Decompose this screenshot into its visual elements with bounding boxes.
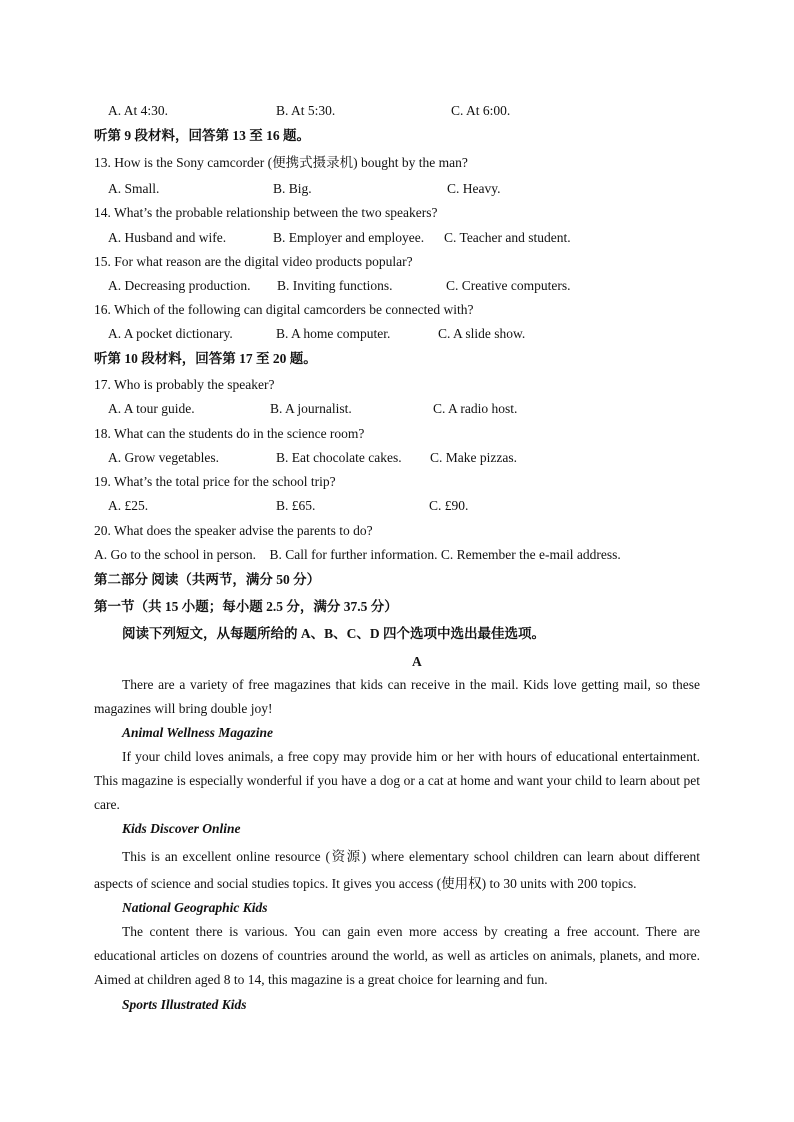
option-b: B. At 5:30. (276, 103, 336, 118)
option-a: A. A tour guide. (108, 401, 195, 416)
option-c: C. A slide show. (438, 326, 526, 341)
option-a: A. A pocket dictionary. (108, 326, 233, 341)
part2-heading: 第二部分 阅读（共两节，满分 50 分） (94, 572, 321, 587)
magazine-description: This is an excellent online resource (资源) where elementary school children can learn about different aspects of science and social studies topics. It gives you access (使用权) to 30 units with 200 topics. (94, 849, 700, 891)
q16-options (108, 325, 708, 343)
q15-stem: 15. For what reason are the digital video products popular? (94, 254, 413, 269)
option-c: C. Creative computers. (446, 278, 571, 293)
option-b: B. A journalist. (270, 401, 352, 416)
q19-options (108, 497, 708, 515)
magazine-title: Sports Illustrated Kids (122, 997, 247, 1012)
option-a: A. Small. (108, 181, 160, 196)
option-a: A. At 4:30. (108, 103, 169, 118)
option-c: C. Teacher and student. (444, 230, 571, 245)
option-c: C. £90. (429, 498, 469, 513)
section1-heading: 第一节（共 15 小题；每小题 2.5 分，满分 37.5 分） (94, 599, 398, 614)
q12-options (108, 102, 708, 120)
q14-options (108, 229, 708, 247)
option-b: B. £65. (276, 498, 316, 513)
option-c: C. Make pizzas. (430, 450, 517, 465)
option-a: A. Decreasing production. (108, 278, 251, 293)
option-a: A. Grow vegetables. (108, 450, 219, 465)
q16-stem: 16. Which of the following can digital camcorders be connected with? (94, 302, 474, 317)
q15-options (108, 277, 708, 295)
section10-heading: 听第 10 段材料，回答第 17 至 20 题。 (94, 351, 317, 366)
magazine-title: National Geographic Kids (122, 900, 268, 915)
option-b: B. A home computer. (276, 326, 391, 341)
q14-stem: 14. What’s the probable relationship between the two speakers? (94, 205, 438, 220)
reading-instruction: 阅读下列短文，从每题所给的 A、B、C、D 四个选项中选出最佳选项。 (122, 626, 546, 641)
q19-stem: 19. What’s the total price for the school trip? (94, 474, 336, 489)
section9-heading: 听第 9 段材料，回答第 13 至 16 题。 (94, 128, 310, 143)
q18-stem: 18. What can the students do in the science room? (94, 426, 365, 441)
option-b: B. Inviting functions. (277, 278, 393, 293)
q13-stem: 13. How is the Sony camcorder (便携式摄录机) bought by the man? (94, 155, 468, 170)
magazine-description: If your child loves animals, a free copy may provide him or her with hours of educational entertainment. This magazine is especially wonderful if you have a dog or a cat at home and want your child to learn about pet care. (94, 749, 700, 812)
option-a: A. £25. (108, 498, 149, 513)
option-c: C. A radio host. (433, 401, 518, 416)
q20-stem: 20. What does the speaker advise the parents to do? (94, 523, 373, 538)
option-b: B. Employer and employee. (273, 230, 425, 245)
option-b: B. Big. (273, 181, 312, 196)
passage-intro: There are a variety of free magazines that kids can receive in the mail. Kids love getting mail, so these magazines will bring double joy! (94, 677, 700, 716)
option-b: B. Eat chocolate cakes. (276, 450, 402, 465)
option-c: C. Heavy. (447, 181, 501, 196)
magazine-title: Kids Discover Online (122, 821, 241, 836)
q13-options (108, 180, 708, 198)
magazine-description: The content there is various. You can gain even more access by creating a free account. There are educational articles on dozens of countries around the world, as well as articles on animals, planets, and more. Aimed at children aged 8 to 14, this magazine is a great choice for learning and fun. (94, 924, 700, 987)
q17-options (108, 400, 708, 418)
q20-options: A. Go to the school in person. B. Call for further information. C. Remember the e-mail address. (94, 547, 621, 562)
magazine-title: Animal Wellness Magazine (122, 725, 274, 740)
passage-label: A (412, 654, 422, 669)
option-c: C. At 6:00. (451, 103, 511, 118)
q18-options (108, 449, 708, 467)
option-a: A. Husband and wife. (108, 230, 227, 245)
q17-stem: 17. Who is probably the speaker? (94, 377, 275, 392)
